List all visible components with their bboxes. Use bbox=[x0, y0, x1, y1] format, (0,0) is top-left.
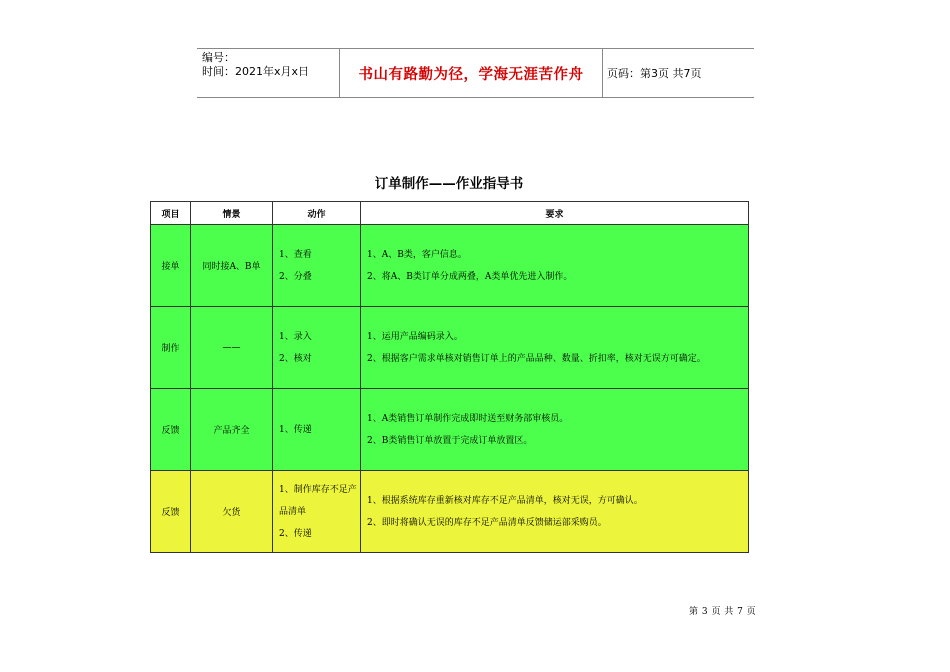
page-footer: 第 3 页 共 7 页 bbox=[689, 607, 757, 617]
action-line: 1、制作库存不足产 bbox=[279, 484, 357, 495]
action-line: 1、查看 bbox=[279, 249, 312, 260]
action-line: 1、录入 bbox=[279, 331, 312, 342]
requirement-line: 2、将A、B类订单分成两叠，A类单优先进入制作。 bbox=[367, 271, 573, 282]
requirement-line: 1、A、B类，客户信息。 bbox=[367, 249, 467, 260]
header-meta bbox=[202, 51, 338, 79]
action-line: 品清单 bbox=[279, 506, 307, 517]
header-page-number: 页码：第3页 共7页 bbox=[607, 67, 702, 80]
requirement-line: 2、B类销售订单放置于完成订单放置区。 bbox=[367, 435, 533, 446]
page-header bbox=[197, 48, 754, 98]
time-label: 时间：2021年x月x日 bbox=[202, 65, 310, 78]
cell-requirements bbox=[361, 307, 749, 389]
action-line: 2、核对 bbox=[279, 353, 312, 364]
table-row bbox=[151, 225, 749, 307]
action-line: 1、传递 bbox=[279, 424, 312, 435]
instruction-table bbox=[150, 201, 749, 553]
cell-actions bbox=[273, 307, 361, 389]
document-title: 订单制作——作业指导书 bbox=[374, 176, 524, 192]
table-row bbox=[151, 389, 749, 471]
cell-scene: 产品齐全 bbox=[191, 389, 273, 471]
cell-scene: 同时接A、B单 bbox=[191, 225, 273, 307]
cell-item: 接单 bbox=[151, 225, 191, 307]
table-row bbox=[151, 471, 749, 553]
cell-item: 反馈 bbox=[151, 389, 191, 471]
action-line: 2、分叠 bbox=[279, 271, 312, 282]
action-line: 2、传递 bbox=[279, 528, 312, 539]
header-item: 项目 bbox=[151, 202, 191, 225]
table-body bbox=[151, 225, 749, 553]
header-motto: 书山有路勤为径，学海无涯苦作舟 bbox=[339, 49, 603, 97]
code-label: 编号： bbox=[202, 51, 235, 64]
cell-actions bbox=[273, 389, 361, 471]
requirement-line: 1、根据系统库存重新核对库存不足产品清单，核对无误，方可确认。 bbox=[367, 495, 643, 506]
cell-requirements bbox=[361, 471, 749, 553]
header-action: 动作 bbox=[273, 202, 361, 225]
cell-actions bbox=[273, 225, 361, 307]
header-requirement: 要求 bbox=[361, 202, 749, 225]
cell-actions bbox=[273, 471, 361, 553]
cell-requirements bbox=[361, 225, 749, 307]
requirement-line: 1、运用产品编码录入。 bbox=[367, 331, 463, 342]
cell-item: 反馈 bbox=[151, 471, 191, 553]
requirement-line: 2、即时将确认无误的库存不足产品清单反馈储运部采购员。 bbox=[367, 517, 607, 528]
cell-requirements bbox=[361, 389, 749, 471]
header-scene: 情景 bbox=[191, 202, 273, 225]
table-header-row bbox=[151, 202, 749, 225]
cell-item: 制作 bbox=[151, 307, 191, 389]
requirement-line: 1、A类销售订单制作完成即时送至财务部审核员。 bbox=[367, 413, 569, 424]
table-row bbox=[151, 307, 749, 389]
cell-scene: —— bbox=[191, 307, 273, 389]
requirement-line: 2、根据客户需求单核对销售订单上的产品品种、数量、折扣率，核对无误方可确定。 bbox=[367, 353, 706, 364]
cell-scene: 欠货 bbox=[191, 471, 273, 553]
